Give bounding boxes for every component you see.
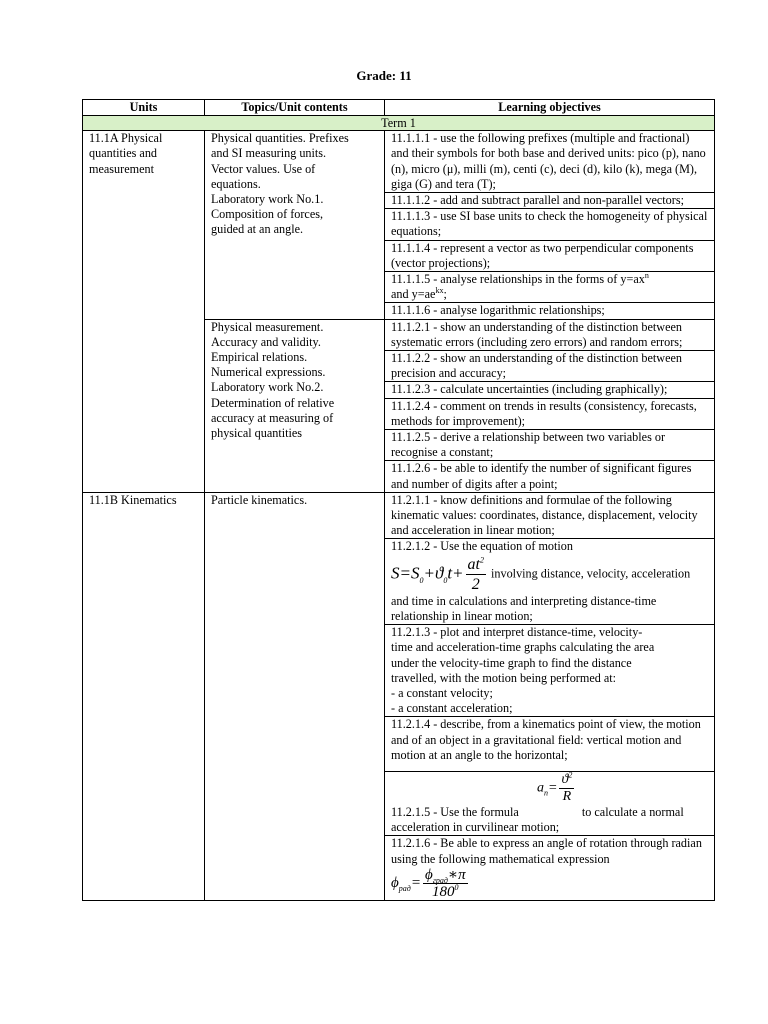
column-header-topics: Topics/Unit contents [205,100,385,116]
topic-line: physical quantities [211,426,303,441]
objective-text: 11.2.1.4 - describe, from a kinematics point of view, the motion and of an object in a gravitational field: vertical motion and motion at an angle to the horizontal; [391,717,701,762]
objective-11-1-1-6: 11.1.1.6 - analyse logarithmic relationships; [385,303,715,319]
objective-text: involving distance, velocity, acceleration and time in calculations and interpreting distance-time relationship in linear motion; [391,565,691,623]
formula-part: t+ [447,563,464,583]
objective-text: 11.1.1.5 - analyse relationships in the forms of y=ax [391,272,645,287]
fraction-denominator [423,884,468,900]
equation-of-motion [391,555,488,594]
topic-line: accuracy at measuring of [211,410,334,425]
objective-text: to calculate a normal acceleration in curvilinear motion; [391,804,684,835]
formula-part: at [467,555,480,573]
topic-line: Physical quantities. Prefixes [211,131,349,146]
topic-line: Empirical relations. [211,350,308,365]
objective-text: 11.2.1.6 - Be able to express an angle of rotation through radian using the following mathematical expression [391,836,702,866]
superscript: kx [435,286,444,296]
formula-part: ϑ [561,771,569,787]
formula-superscript: 0 [454,882,459,892]
objective-11-1-1-5 [385,272,715,303]
curriculum-table [82,99,715,901]
radian-conversion-formula [391,867,470,900]
objective-line: - a constant acceleration; [391,701,513,716]
term-row [83,116,715,131]
fraction-numerator [559,772,574,789]
objective-11-2-1-6 [385,836,715,900]
formula-part: S=S [391,563,420,583]
normal-acceleration-formula [537,772,576,805]
topic-line: Laboratory work No.1. [211,192,324,207]
topic-line: Physical measurement. [211,319,324,334]
fraction-denominator: 2 [471,575,480,593]
formula-part: ϕ [391,874,399,891]
formula-part: = [548,780,558,796]
unit-cell-11-1a: 11.1A Physical quantities and measurement [83,131,205,493]
table-header-row [83,100,715,116]
superscript: n [644,270,649,280]
formula-part: = [410,874,421,891]
term-label: Term 1 [83,116,715,131]
objective-line: under the velocity-time graph to find the distance [391,655,632,670]
formula-part: a [537,780,544,796]
fraction-numerator [466,555,486,575]
formula-subscript: 0 [443,575,448,585]
objective-11-2-1-4 [385,717,715,772]
topic-line: Laboratory work No.2. [211,380,324,395]
formula-superscript: 2 [479,555,484,565]
objective-text: 11.2.1.5 - Use the formula [391,804,519,819]
formula-fraction [423,867,468,900]
objective-11-2-1-1: 11.2.1.1 - know definitions and formulae of the following kinematic values: coordinates, distance, displacement, velocity and acceleration in linear motion; [385,492,715,539]
formula-subscript: 0 [419,575,424,585]
objective-11-2-1-5 [385,771,715,835]
objective-line: travelled, with the motion being performed at: [391,670,617,685]
topic-line: Accuracy and validity. [211,334,321,349]
formula-fraction [559,772,574,805]
formula-subscript: n [544,788,548,798]
topic-cell-particle-kinematics [205,492,385,900]
objective-11-1-1-4: 11.1.1.4 - represent a vector as two perpendicular components (vector projections); [385,240,715,271]
fraction-numerator [423,867,468,884]
formula-subscript: рад [398,883,411,893]
topic-line: Vector values. Use of [211,161,316,176]
formula-fraction [466,555,486,594]
topic-line: Numerical expressions. [211,365,326,380]
topic-line: Particle kinematics. [211,492,308,507]
objective-line: time and acceleration-time graphs calculating the area [391,640,655,655]
topic-cell-physical-quantities [205,131,385,319]
formula-part: ∗π [447,866,466,883]
column-header-objectives: Learning objectives [385,100,715,116]
formula-subscript: град [432,875,448,885]
objective-line: 11.2.1.3 - plot and interpret distance-time, velocity- [391,625,643,640]
formula-superscript: 2 [568,770,573,780]
table-row [83,492,715,539]
formula-part: +ϑ [423,563,444,583]
column-header-units: Units [83,100,205,116]
fraction-denominator: R [562,788,572,804]
objective-text: ; [443,287,447,302]
objective-11-2-1-2 [385,539,715,625]
objective-11-1-2-2: 11.1.2.2 - show an understanding of the distinction between precision and accuracy; [385,351,715,382]
objective-11-1-2-6: 11.1.2.6 - be able to identify the number of significant figures and number of digits after a point; [385,461,715,492]
unit-cell-11-1b: 11.1B Kinematics [83,492,205,900]
formula-part: ϕ [424,866,433,883]
objective-11-1-2-1: 11.1.2.1 - show an understanding of the distinction between systematic errors (including zero errors) and random errors; [385,319,715,350]
objective-11-1-1-2: 11.1.1.2 - add and subtract parallel and non-parallel vectors; [385,193,715,209]
objective-11-2-1-3 [385,625,715,717]
table-row [83,131,715,193]
objective-11-1-2-4: 11.1.2.4 - comment on trends in results (consistency, forecasts, methods for improvement); [385,398,715,429]
objective-text: 11.2.1.2 - Use the equation of motion [391,539,573,554]
objective-11-1-2-5: 11.1.2.5 - derive a relationship between two variables or recognise a constant; [385,430,715,461]
topic-cell-physical-measurement [205,319,385,492]
topic-line: Composition of forces, [211,207,324,222]
objective-11-1-1-1: 11.1.1.1 - use the following prefixes (multiple and fractional) and their symbols for both base and derived units: pico (p), nano (n), micro (μ), milli (m), centi (c), deci (d), kilo (k), mega (M), giga (G) and tera (T); [385,131,715,193]
page-title: Grade: 11 [356,68,412,83]
topic-line: Determination of relative [211,395,335,410]
topic-line: equations. [211,176,261,191]
formula-part: 180 [432,883,455,900]
objective-11-1-1-3: 11.1.1.3 - use SI base units to check the homogeneity of physical equations; [385,209,715,240]
objective-line: - a constant velocity; [391,685,493,700]
objective-text: and y=ae [391,287,436,302]
objective-11-1-2-3: 11.1.2.3 - calculate uncertainties (including graphically); [385,382,715,398]
topic-line: guided at an angle. [211,222,304,237]
topic-line: and SI measuring units. [211,146,327,161]
